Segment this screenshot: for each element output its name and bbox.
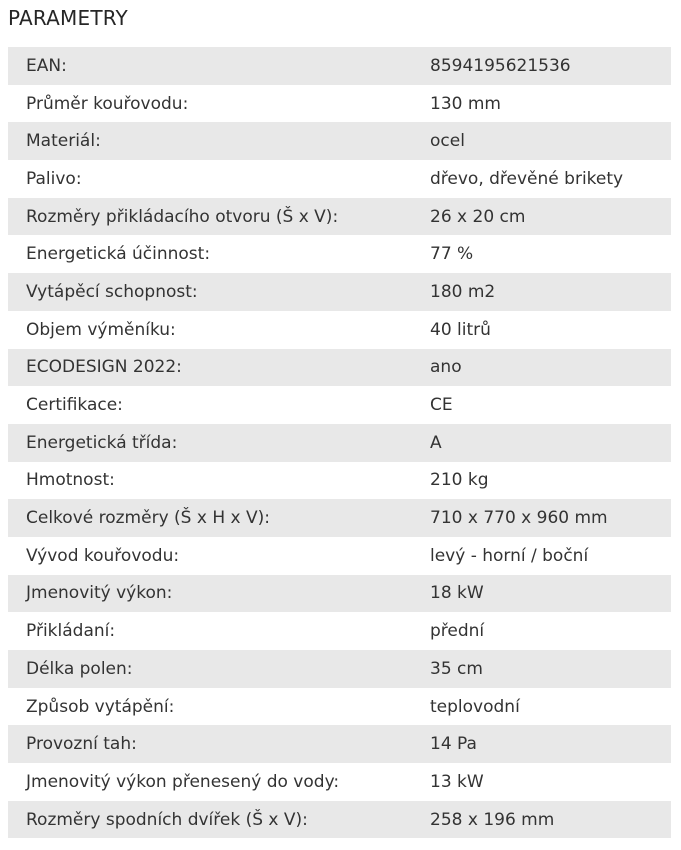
table-row <box>8 537 671 575</box>
page-title: PARAMETRY <box>8 6 128 30</box>
param-value: 8594195621536 <box>408 47 671 85</box>
table-row <box>8 311 671 349</box>
param-value: 35 cm <box>408 650 671 688</box>
param-value: přední <box>430 621 485 642</box>
table-row <box>8 198 671 236</box>
param-value: teplovodní <box>430 696 520 717</box>
param-value: 14 Pa <box>408 725 671 763</box>
param-label: Vytápěcí schopnost: <box>8 273 408 311</box>
table-row <box>8 160 671 198</box>
param-label: Energetická účinnost: <box>26 244 211 265</box>
param-label: Celkové rozměry (Š x H x V): <box>8 499 408 537</box>
param-value: 40 litrů <box>430 319 491 340</box>
param-label: Průměr kouřovodu: <box>26 93 189 114</box>
param-value: 710 x 770 x 960 mm <box>408 499 671 537</box>
param-value: 26 x 20 cm <box>408 198 671 236</box>
parameters-table <box>8 47 671 838</box>
param-value: 13 kW <box>430 771 484 792</box>
param-label: Jmenovitý výkon přenesený do vody: <box>26 771 340 792</box>
table-row <box>8 612 671 650</box>
table-row <box>8 235 671 273</box>
table-row <box>8 85 671 123</box>
param-value: CE <box>430 395 453 416</box>
table-row <box>8 273 671 311</box>
param-value: 180 m2 <box>408 273 671 311</box>
param-label: Rozměry přikládacího otvoru (Š x V): <box>8 198 408 236</box>
table-row <box>8 499 671 537</box>
param-label: Provozní tah: <box>8 725 408 763</box>
param-value: dřevo, dřevěné brikety <box>430 168 624 189</box>
param-label: Hmotnost: <box>26 470 115 491</box>
param-value: 130 mm <box>430 93 501 114</box>
table-row <box>8 575 671 613</box>
table-row <box>8 725 671 763</box>
param-value: ocel <box>408 122 671 160</box>
param-label: Palivo: <box>26 168 82 189</box>
table-row <box>8 424 671 462</box>
param-value: levý - horní / boční <box>430 545 589 566</box>
param-label: ECODESIGN 2022: <box>8 349 408 387</box>
table-row <box>8 462 671 500</box>
param-value: 77 % <box>430 244 474 265</box>
table-row <box>8 763 671 801</box>
param-value: 258 x 196 mm <box>408 801 671 839</box>
param-label: Vývod kouřovodu: <box>26 545 180 566</box>
param-value: ano <box>408 349 671 387</box>
table-row <box>8 122 671 160</box>
table-row <box>8 47 671 85</box>
param-label: Jmenovitý výkon: <box>8 575 408 613</box>
param-label: Energetická třída: <box>8 424 408 462</box>
table-row <box>8 650 671 688</box>
param-label: Materiál: <box>8 122 408 160</box>
table-row <box>8 688 671 726</box>
param-label: Způsob vytápění: <box>26 696 175 717</box>
param-value: 210 kg <box>430 470 489 491</box>
table-row <box>8 801 671 839</box>
param-value: 18 kW <box>408 575 671 613</box>
param-value: A <box>408 424 671 462</box>
param-label: Rozměry spodních dvířek (Š x V): <box>8 801 408 839</box>
param-label: Přikládaní: <box>26 621 116 642</box>
param-label: Objem výměníku: <box>26 319 176 340</box>
table-row <box>8 386 671 424</box>
param-label: Certifikace: <box>26 395 123 416</box>
table-row <box>8 349 671 387</box>
param-label: Délka polen: <box>8 650 408 688</box>
param-label: EAN: <box>8 47 408 85</box>
